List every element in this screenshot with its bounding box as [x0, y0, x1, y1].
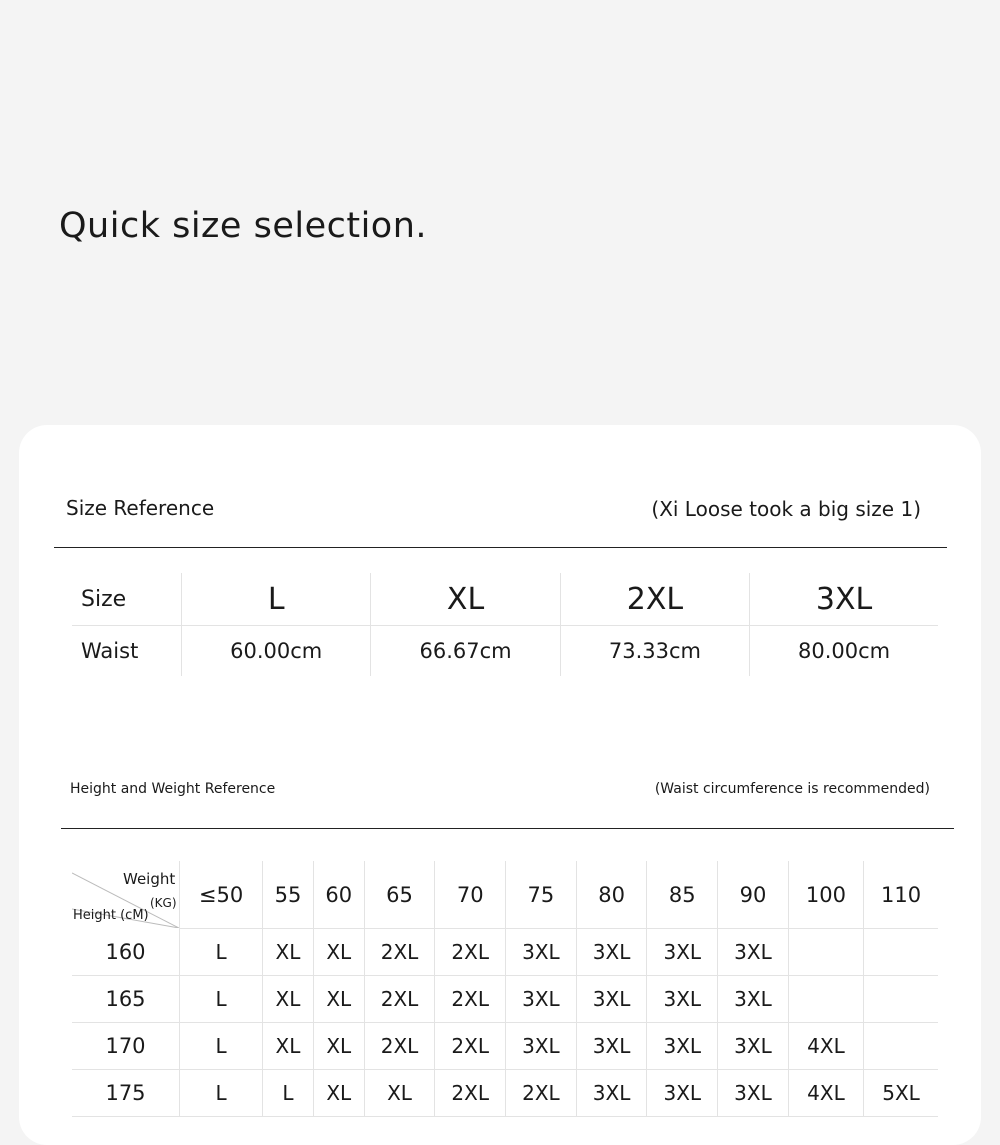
size-cell: XL — [364, 1070, 435, 1117]
size-row-label: Size — [72, 573, 182, 626]
size-cell: 3XL — [576, 1023, 647, 1070]
height-cell: 160 — [72, 929, 180, 976]
weight-header-cell: 90 — [718, 861, 789, 929]
size-cell: XL — [313, 976, 364, 1023]
size-cell: 2XL — [364, 1023, 435, 1070]
waist-row — [72, 626, 938, 677]
table-row — [72, 929, 938, 976]
size-card — [19, 425, 981, 1145]
size-cell: 3XL — [718, 976, 789, 1023]
divider — [54, 547, 947, 548]
height-cell: 175 — [72, 1070, 180, 1117]
size-cell: L — [263, 1070, 314, 1117]
size-cell: XL — [263, 976, 314, 1023]
size-reference-note: (Xi Loose took a big size 1) — [651, 497, 921, 521]
size-table — [72, 573, 938, 676]
waist-cell: 80.00cm — [750, 626, 938, 677]
weight-header-row — [72, 861, 938, 929]
size-cell: 2XL — [435, 929, 506, 976]
size-cell: XL — [263, 1023, 314, 1070]
size-cell: 2XL — [435, 976, 506, 1023]
size-cell: XL — [313, 929, 364, 976]
height-axis-label: Height (cM) — [73, 908, 149, 924]
size-cell: 3XL — [506, 1023, 577, 1070]
hw-reference-title: Height and Weight Reference — [70, 781, 276, 797]
size-cell — [788, 976, 863, 1023]
size-cell: 3XL — [647, 1023, 718, 1070]
size-cell: XL — [313, 1023, 364, 1070]
size-cell: 4XL — [788, 1023, 863, 1070]
size-cell — [864, 976, 938, 1023]
size-cell: 2XL — [364, 976, 435, 1023]
weight-axis-label: Weight — [123, 870, 176, 889]
weight-header-cell: 85 — [647, 861, 718, 929]
size-cell: 3XL — [750, 573, 938, 626]
size-reference-title: Size Reference — [66, 496, 215, 520]
size-cell: L — [180, 1023, 263, 1070]
height-cell: 165 — [72, 976, 180, 1023]
weight-header-cell: 100 — [788, 861, 863, 929]
weight-header-cell: 65 — [364, 861, 435, 929]
size-cell: L — [182, 573, 371, 626]
size-cell: 3XL — [718, 929, 789, 976]
size-cell — [864, 1023, 938, 1070]
table-row — [72, 976, 938, 1023]
page-title: Quick size selection. — [59, 206, 428, 246]
divider — [61, 828, 954, 829]
size-cell: 2XL — [560, 573, 749, 626]
size-cell: XL — [371, 573, 560, 626]
size-cell: 3XL — [647, 1070, 718, 1117]
weight-header-cell: 70 — [435, 861, 506, 929]
height-weight-table — [72, 861, 938, 1117]
size-cell: 5XL — [864, 1070, 938, 1117]
table-row — [72, 1023, 938, 1070]
waist-cell: 73.33cm — [560, 626, 749, 677]
weight-header-cell: 75 — [506, 861, 577, 929]
size-cell: 3XL — [576, 976, 647, 1023]
size-cell: 3XL — [506, 929, 577, 976]
size-row — [72, 573, 938, 626]
size-cell: 3XL — [576, 929, 647, 976]
table-row — [72, 1070, 938, 1117]
waist-row-label: Waist — [81, 639, 139, 663]
weight-header-cell: 60 — [313, 861, 364, 929]
size-cell: 3XL — [647, 976, 718, 1023]
hw-reference-note: (Waist circumference is recommended) — [654, 781, 930, 797]
size-cell: XL — [263, 929, 314, 976]
size-cell — [788, 929, 863, 976]
weight-unit-label: (KG) — [150, 896, 177, 911]
size-cell: 3XL — [506, 976, 577, 1023]
size-cell: L — [180, 976, 263, 1023]
weight-header-cell: 55 — [263, 861, 314, 929]
size-cell: 2XL — [435, 1023, 506, 1070]
waist-cell: 66.67cm — [371, 626, 560, 677]
height-cell: 170 — [72, 1023, 180, 1070]
weight-header-cell: ≤50 — [180, 861, 263, 929]
size-cell: 3XL — [718, 1070, 789, 1117]
weight-header-cell: 80 — [576, 861, 647, 929]
size-cell: L — [180, 1070, 263, 1117]
size-cell: 2XL — [435, 1070, 506, 1117]
waist-cell: 60.00cm — [182, 626, 371, 677]
size-cell: 2XL — [506, 1070, 577, 1117]
size-cell: 2XL — [364, 929, 435, 976]
weight-header-cell: 110 — [864, 861, 938, 929]
size-cell — [864, 929, 938, 976]
corner-cell — [72, 861, 180, 929]
size-cell: XL — [313, 1070, 364, 1117]
size-cell: 3XL — [576, 1070, 647, 1117]
size-cell: 3XL — [718, 1023, 789, 1070]
size-cell: L — [180, 929, 263, 976]
size-cell: 3XL — [647, 929, 718, 976]
size-cell: 4XL — [788, 1070, 863, 1117]
